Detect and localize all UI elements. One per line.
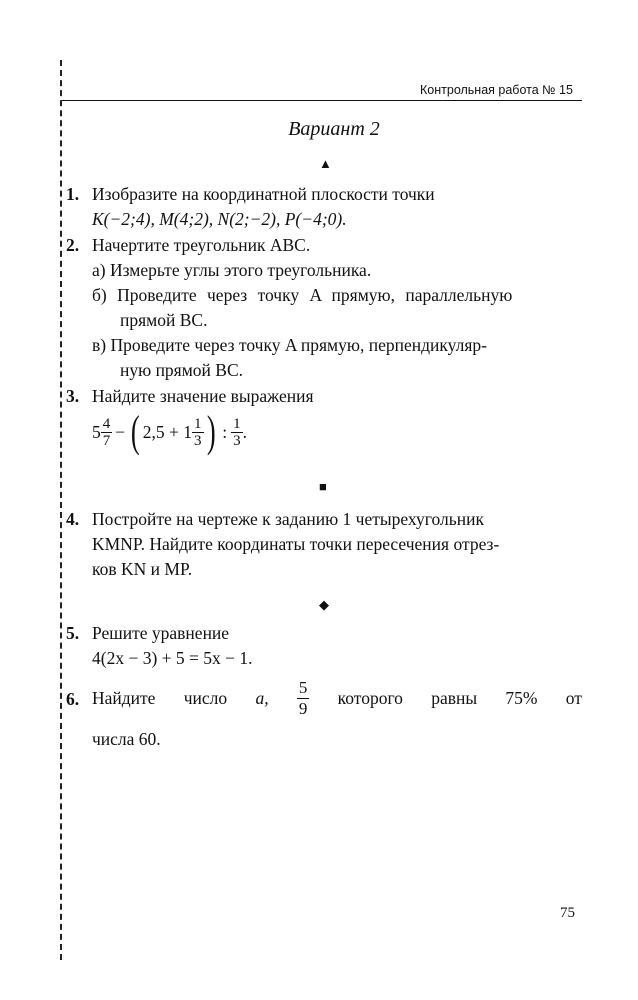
- numerator: 5: [298, 677, 308, 697]
- task-text: Найдите значение выражения: [92, 386, 314, 406]
- numerator: 1: [233, 415, 241, 432]
- task-number: 6.: [66, 689, 80, 709]
- header-rule: [62, 100, 582, 101]
- word: a,: [255, 688, 269, 708]
- task-number: 3.: [66, 386, 80, 406]
- fraction: [192, 416, 204, 449]
- task-text: ков KN и MP.: [92, 559, 193, 579]
- task-text: K(−2;4), M(4;2), N(2;−2), P(−4;0).: [92, 209, 347, 229]
- math-expression: [92, 407, 247, 456]
- task-number: 2.: [66, 235, 80, 255]
- square-icon: ■: [319, 479, 327, 494]
- task-number: 1.: [66, 184, 80, 204]
- task-text: Решите уравнение: [92, 623, 230, 643]
- word: число: [183, 688, 228, 708]
- expr-middle: 2,5 + 1: [142, 421, 193, 442]
- subtask-b-cont: прямой BC.: [120, 310, 208, 330]
- fraction: [297, 678, 310, 719]
- task-text: Начертите треугольник ABC.: [92, 235, 311, 255]
- task-text: [92, 676, 582, 720]
- word: 75%: [505, 688, 538, 708]
- subtask-c-cont: ную прямой BC.: [120, 360, 244, 380]
- numerator: 4: [102, 415, 111, 432]
- task-number: 5.: [66, 623, 80, 643]
- numerator: 1: [194, 415, 202, 432]
- fraction: [101, 416, 113, 449]
- subtask-a: а) Измерьте углы этого треугольника.: [92, 260, 372, 280]
- triangle-icon: ▲: [319, 156, 332, 171]
- task-text: числа 60.: [92, 729, 161, 749]
- running-header: Контрольная работа № 15: [420, 83, 573, 97]
- task-number: 4.: [66, 509, 80, 529]
- cut-line: [60, 60, 62, 960]
- right-paren: ): [206, 407, 216, 456]
- diamond-icon: ◆: [319, 597, 329, 612]
- word: которого: [337, 688, 403, 708]
- expr-divide: :: [222, 421, 228, 442]
- task-text: KMNP. Найдите координаты точки пересечения отрез-: [92, 534, 500, 554]
- word: равны: [431, 688, 478, 708]
- left-paren: (: [131, 407, 140, 456]
- subtask-c: в) Проведите через точку A прямую, перпендикуляр-: [92, 335, 487, 355]
- task-text: Постройте на чертеже к заданию 1 четырехугольник: [92, 509, 484, 529]
- fraction: [231, 416, 243, 449]
- equation: 4(2x − 3) + 5 = 5x − 1.: [92, 648, 253, 668]
- word: Найдите: [92, 688, 156, 708]
- word: от: [565, 688, 582, 708]
- expr-whole: 5: [92, 421, 101, 442]
- task-text: Изобразите на координатной плоскости точки: [92, 184, 435, 204]
- expr-minus: −: [115, 421, 126, 442]
- denominator: 9: [298, 698, 308, 718]
- variant-title: Вариант 2: [288, 118, 380, 140]
- denominator: 7: [102, 432, 111, 449]
- denominator: 3: [233, 432, 241, 449]
- subtask-b: [92, 284, 582, 306]
- page-number: 75: [560, 905, 575, 921]
- denominator: 3: [194, 432, 202, 449]
- expr-end: .: [242, 421, 247, 442]
- subtask-b-text: б) Проведите через точку A прямую, параллельную: [92, 285, 513, 305]
